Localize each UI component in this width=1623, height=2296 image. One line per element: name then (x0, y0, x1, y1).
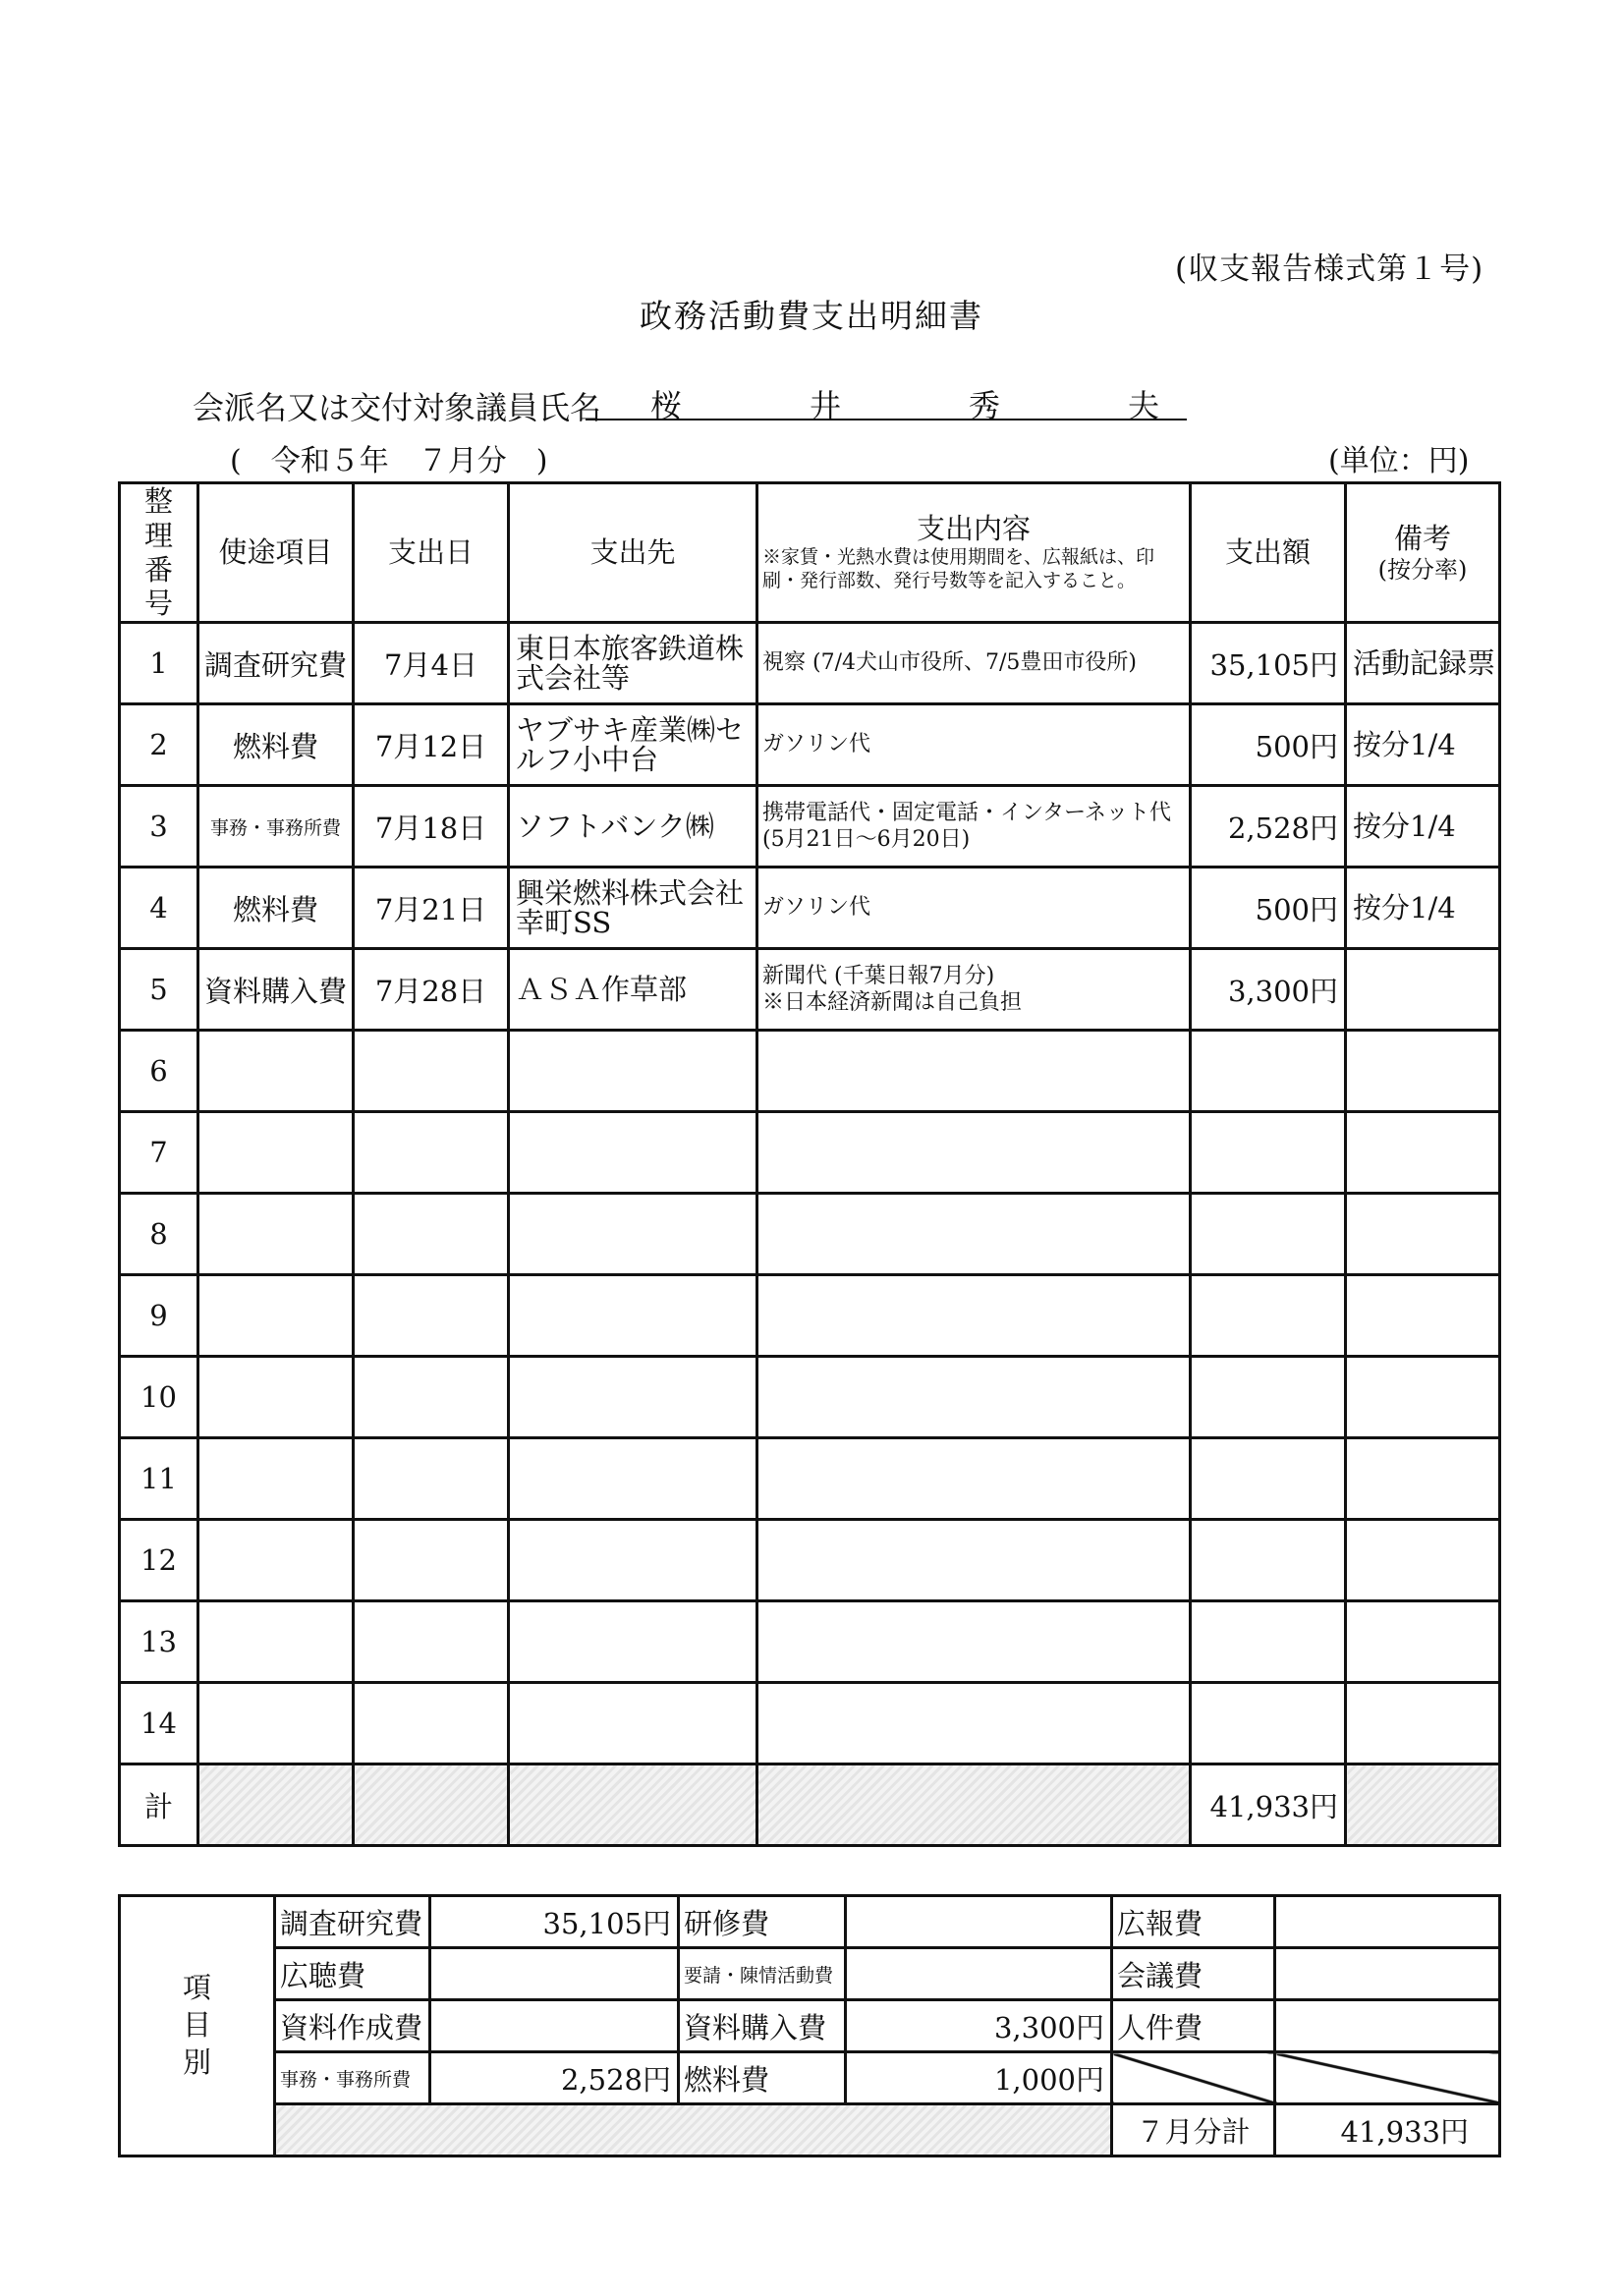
header-row (120, 483, 1500, 623)
row-item (198, 1438, 354, 1520)
row-content (757, 1357, 1191, 1438)
name-char: 夫 (1127, 387, 1159, 424)
table-row (120, 704, 1500, 786)
row-remarks (1346, 1357, 1500, 1438)
row-payee: ソフトバンク㈱ (509, 786, 757, 868)
summary-cat-value: 1,000円 (846, 2052, 1112, 2104)
summary-cat-label: 会議費 (1112, 1948, 1275, 2000)
row-payee (509, 1112, 757, 1194)
row-amount: 500円 (1191, 868, 1346, 949)
row-number: 4 (120, 868, 198, 949)
table-row (120, 868, 1500, 949)
summary-label: 項目別 (120, 1896, 275, 2156)
row-payee (509, 1275, 757, 1357)
row-item: 燃料費 (198, 868, 354, 949)
page-title: 政務活動費支出明細書 (640, 297, 983, 335)
row-remarks: 按分1/4 (1346, 868, 1500, 949)
row-number: 1 (120, 623, 198, 704)
table-row (120, 949, 1500, 1031)
row-date: 7月18日 (354, 786, 509, 868)
col-remarks (1346, 483, 1500, 623)
row-item: 燃料費 (198, 704, 354, 786)
summary-cat-label: 燃料費 (679, 2052, 846, 2104)
row-amount: 2,528円 (1191, 786, 1346, 868)
row-date: 7月28日 (354, 949, 509, 1031)
summary-cat-label: 資料作成費 (275, 2000, 430, 2052)
row-content: 新聞代 (千葉日報7月分) ※日本経済新聞は自己負担 (757, 949, 1191, 1031)
row-content: ガソリン代 (757, 868, 1191, 949)
row-payee: 東日本旅客鉄道株式会社等 (509, 623, 757, 704)
summary-cat-label: 広聴費 (275, 1948, 430, 2000)
row-number: 13 (120, 1601, 198, 1683)
table-row (120, 1601, 1500, 1683)
row-number: 6 (120, 1031, 198, 1112)
row-date (354, 1683, 509, 1764)
row-content (757, 1194, 1191, 1275)
unit-label: (単位：円) (1328, 444, 1470, 478)
row-number: 7 (120, 1112, 198, 1194)
row-number: 5 (120, 949, 198, 1031)
row-date (354, 1520, 509, 1601)
row-item (198, 1683, 354, 1764)
name-char: 秀 (968, 387, 1000, 424)
row-date (354, 1357, 509, 1438)
row-content (757, 1275, 1191, 1357)
row-amount (1191, 1683, 1346, 1764)
col-item: 使途項目 (198, 483, 354, 623)
row-item (198, 1601, 354, 1683)
row-payee (509, 1357, 757, 1438)
name-char: 井 (809, 387, 841, 424)
category-summary (118, 1894, 1501, 2157)
table-row (120, 786, 1500, 868)
row-remarks (1346, 949, 1500, 1031)
row-item (198, 1031, 354, 1112)
month-total-label: ７月分計 (1112, 2104, 1275, 2156)
row-item (198, 1194, 354, 1275)
row-item: 事務・事務所費 (198, 786, 354, 868)
row-date (354, 1031, 509, 1112)
row-amount (1191, 1275, 1346, 1357)
col-remarks-sub: (按分率) (1377, 555, 1468, 584)
total-blank (354, 1764, 509, 1846)
row-number: 2 (120, 704, 198, 786)
row-content (757, 1112, 1191, 1194)
table-row (120, 1194, 1500, 1275)
name-label: 会派名又は交付対象議員氏名 (193, 389, 602, 426)
total-blank (509, 1764, 757, 1846)
row-payee (509, 1601, 757, 1683)
col-date: 支出日 (354, 483, 509, 623)
row-item (198, 1520, 354, 1601)
col-number: 整理番号 (120, 483, 198, 623)
row-date: 7月21日 (354, 868, 509, 949)
summary-cat-value (846, 1896, 1112, 1948)
table-row (120, 1520, 1500, 1601)
row-number: 8 (120, 1194, 198, 1275)
col-amount: 支出額 (1191, 483, 1346, 623)
row-amount (1191, 1601, 1346, 1683)
row-amount (1191, 1520, 1346, 1601)
row-amount: 3,300円 (1191, 949, 1346, 1031)
summary-cat-label: 研修費 (679, 1896, 846, 1948)
row-remarks: 按分1/4 (1346, 704, 1500, 786)
row-number: 10 (120, 1357, 198, 1438)
row-amount (1191, 1031, 1346, 1112)
summary-cat-label: 要請・陳情活動費 (679, 1948, 846, 2000)
row-number: 12 (120, 1520, 198, 1601)
row-payee (509, 1520, 757, 1601)
row-item (198, 1275, 354, 1357)
row-remarks (1346, 1031, 1500, 1112)
row-number: 9 (120, 1275, 198, 1357)
col-content-note: ※家賃・光熱水費は使用期間を、広報紙は、印刷・発行部数、発行号数等を記入すること。 (762, 546, 1155, 591)
row-remarks (1346, 1194, 1500, 1275)
summary-cat-value (430, 1948, 679, 2000)
diagonal-blank (1275, 2052, 1500, 2104)
row-content (757, 1520, 1191, 1601)
report-period: ( 令和５年 ７月分 ) (230, 444, 548, 478)
summary-cat-value (430, 2000, 679, 2052)
form-number: (収支報告様式第１号) (1175, 252, 1484, 287)
row-remarks (1346, 1520, 1500, 1601)
total-blank (198, 1764, 354, 1846)
row-date (354, 1438, 509, 1520)
row-remarks (1346, 1601, 1500, 1683)
row-amount: 35,105円 (1191, 623, 1346, 704)
row-item: 調査研究費 (198, 623, 354, 704)
summary-cat-label: 資料購入費 (679, 2000, 846, 2052)
row-payee: 興栄燃料株式会社幸町SS (509, 868, 757, 949)
table-row (120, 1275, 1500, 1357)
row-date: 7月4日 (354, 623, 509, 704)
col-content-title: 支出内容 (916, 512, 1031, 546)
col-remarks-title: 備考 (1393, 521, 1451, 555)
row-number: 3 (120, 786, 198, 868)
table-row (120, 1438, 1500, 1520)
summary-cat-value (1275, 1896, 1500, 1948)
row-date (354, 1112, 509, 1194)
summary-cat-label: 調査研究費 (275, 1896, 430, 1948)
row-content (757, 1601, 1191, 1683)
total-blank (757, 1764, 1191, 1846)
name-underline (586, 419, 1187, 420)
col-payee: 支出先 (509, 483, 757, 623)
row-remarks (1346, 1438, 1500, 1520)
row-amount: 500円 (1191, 704, 1346, 786)
row-content: ガソリン代 (757, 704, 1191, 786)
row-amount (1191, 1194, 1346, 1275)
summary-cat-value (846, 1948, 1112, 2000)
row-item (198, 1112, 354, 1194)
total-blank (1346, 1764, 1500, 1846)
summary-cat-value (1275, 2000, 1500, 2052)
table-row (120, 1357, 1500, 1438)
row-payee (509, 1031, 757, 1112)
row-remarks (1346, 1275, 1500, 1357)
row-remarks: 活動記録票 (1346, 623, 1500, 704)
row-amount (1191, 1357, 1346, 1438)
row-date (354, 1275, 509, 1357)
row-payee (509, 1194, 757, 1275)
total-amount: 41,933円 (1191, 1764, 1346, 1846)
row-amount (1191, 1438, 1346, 1520)
diagonal-blank (1112, 2052, 1275, 2104)
summary-cat-label: 人件費 (1112, 2000, 1275, 2052)
row-item (198, 1357, 354, 1438)
row-payee: ヤブサキ産業㈱セルフ小中台 (509, 704, 757, 786)
table-row (120, 1112, 1500, 1194)
table-row (120, 623, 1500, 704)
summary-cat-value: 2,528円 (430, 2052, 679, 2104)
row-content (757, 1683, 1191, 1764)
row-remarks (1346, 1112, 1500, 1194)
expense-table (118, 481, 1501, 1847)
row-date: 7月12日 (354, 704, 509, 786)
col-content (757, 483, 1191, 623)
row-date (354, 1601, 509, 1683)
name-char: 桜 (650, 387, 683, 424)
row-payee: ＡＳＡ作草部 (509, 949, 757, 1031)
row-content: 視察 (7/4犬山市役所、7/5豊田市役所) (757, 623, 1191, 704)
total-label: 計 (120, 1764, 198, 1846)
row-amount (1191, 1112, 1346, 1194)
table-row (120, 1031, 1500, 1112)
summary-cat-value: 3,300円 (846, 2000, 1112, 2052)
row-number: 14 (120, 1683, 198, 1764)
row-content: 携帯電話代・固定電話・インターネット代 (5月21日～6月20日) (757, 786, 1191, 868)
row-remarks (1346, 1683, 1500, 1764)
row-date (354, 1194, 509, 1275)
summary-cat-value (1275, 1948, 1500, 2000)
row-content (757, 1438, 1191, 1520)
row-payee (509, 1438, 757, 1520)
row-number: 11 (120, 1438, 198, 1520)
row-content (757, 1031, 1191, 1112)
summary-blank (275, 2104, 1112, 2156)
row-remarks: 按分1/4 (1346, 786, 1500, 868)
row-item: 資料購入費 (198, 949, 354, 1031)
total-row (120, 1764, 1500, 1846)
month-total-value: 41,933円 (1275, 2104, 1500, 2156)
summary-cat-value: 35,105円 (430, 1896, 679, 1948)
row-payee (509, 1683, 757, 1764)
summary-cat-label: 広報費 (1112, 1896, 1275, 1948)
table-row (120, 1683, 1500, 1764)
summary-cat-label: 事務・事務所費 (275, 2052, 430, 2104)
